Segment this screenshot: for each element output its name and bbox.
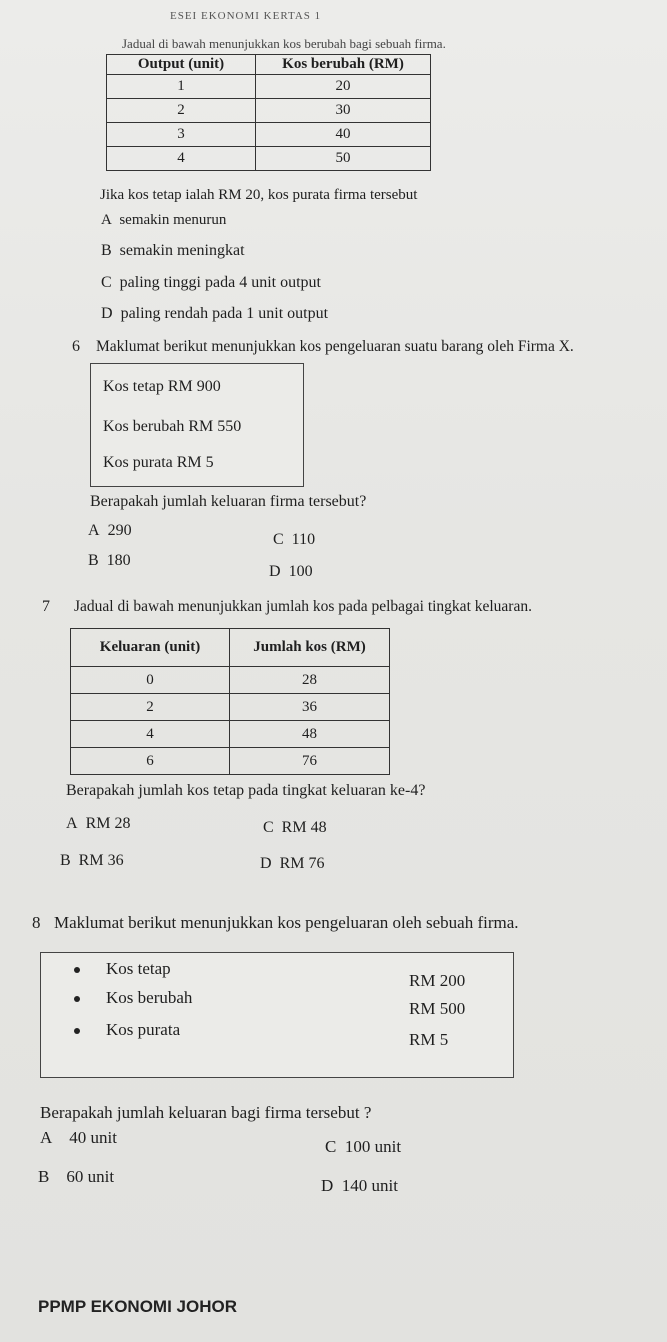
q5-option-a[interactable] xyxy=(101,212,226,229)
q7-option-d[interactable] xyxy=(260,855,324,873)
q7-option-c[interactable] xyxy=(263,819,327,837)
q5-table-header: Kos berubah (RM) xyxy=(256,55,431,75)
q7-table-header: Jumlah kos (RM) xyxy=(230,629,390,667)
q6-info-box xyxy=(90,363,304,487)
q6-option-c[interactable] xyxy=(273,531,315,549)
option-text: 100 xyxy=(288,563,313,580)
table-cell: 2 xyxy=(107,99,256,123)
option-text: RM 48 xyxy=(281,819,327,836)
table-cell: 76 xyxy=(230,748,390,775)
table-cell: 40 xyxy=(256,123,431,147)
option-letter: C xyxy=(325,1137,337,1156)
q8-option-a[interactable] xyxy=(40,1128,117,1148)
option-text: 100 unit xyxy=(344,1137,402,1156)
table-cell: 4 xyxy=(71,721,230,748)
option-letter: C xyxy=(101,274,112,291)
q7-stem: Jadual di bawah menunjukkan jumlah kos pada pelbagai tingkat keluaran. xyxy=(74,598,532,615)
table-cell: 20 xyxy=(256,75,431,99)
option-letter: D xyxy=(321,1176,334,1195)
option-text: RM 76 xyxy=(279,855,325,872)
option-letter: D xyxy=(101,305,113,322)
q6-fixed-cost: Kos tetap RM 900 xyxy=(103,378,221,395)
table-cell: 50 xyxy=(256,147,431,171)
option-text: semakin menurun xyxy=(119,212,227,228)
table-cell: 4 xyxy=(107,147,256,171)
q8-item-value: RM 200 xyxy=(409,971,466,990)
bullet-icon xyxy=(74,967,80,973)
q6-number: 6 xyxy=(72,338,80,355)
option-letter: C xyxy=(273,531,284,548)
option-letter: D xyxy=(260,855,272,872)
option-letter: B xyxy=(88,552,99,569)
option-text: RM 28 xyxy=(85,815,131,832)
table-cell: 30 xyxy=(256,99,431,123)
q6-option-b[interactable] xyxy=(88,552,131,570)
q5-intro: Jadual di bawah menunjukkan kos berubah bagi sebuah firma. xyxy=(122,36,446,51)
table-cell: 28 xyxy=(230,667,390,694)
q7-option-a[interactable] xyxy=(66,815,130,833)
bullet-icon xyxy=(74,1028,80,1034)
q5-option-c[interactable] xyxy=(101,274,321,292)
q6-average-cost: Kos purata RM 5 xyxy=(103,454,214,471)
q8-option-b[interactable] xyxy=(38,1167,114,1187)
option-text: 140 unit xyxy=(341,1176,398,1195)
q7-table xyxy=(70,628,390,775)
option-letter: D xyxy=(269,563,281,580)
q8-option-c[interactable] xyxy=(325,1137,401,1157)
q7-table-header: Keluaran (unit) xyxy=(71,629,230,667)
option-letter: C xyxy=(263,819,274,836)
q8-question: Berapakah jumlah keluaran bagi firma tersebut ? xyxy=(40,1103,372,1122)
table-cell: 3 xyxy=(107,123,256,147)
option-text: semakin meningkat xyxy=(119,242,245,259)
q8-number: 8 xyxy=(32,913,41,932)
option-letter: A xyxy=(40,1128,53,1147)
option-text: 180 xyxy=(106,552,131,569)
q5-table xyxy=(106,54,431,171)
option-text: 110 xyxy=(291,531,316,548)
q7-number: 7 xyxy=(42,598,50,615)
q8-item-label: Kos purata xyxy=(106,1020,181,1039)
q6-option-d[interactable] xyxy=(269,563,313,581)
q6-question: Berapakah jumlah keluaran firma tersebut? xyxy=(90,493,367,510)
q5-table-header: Output (unit) xyxy=(107,55,256,75)
table-cell: 0 xyxy=(71,667,230,694)
option-letter: A xyxy=(66,815,78,832)
option-letter: B xyxy=(60,852,71,869)
option-text: RM 36 xyxy=(78,852,124,869)
q8-item-value: RM 5 xyxy=(409,1030,449,1049)
q8-option-d[interactable] xyxy=(321,1176,398,1196)
option-text: paling tinggi pada 4 unit output xyxy=(119,274,321,291)
table-cell: 1 xyxy=(107,75,256,99)
table-cell: 2 xyxy=(71,694,230,721)
option-text: 60 unit xyxy=(66,1167,115,1186)
q8-info-box xyxy=(40,952,514,1078)
q7-question: Berapakah jumlah kos tetap pada tingkat keluaran ke-4? xyxy=(66,782,426,799)
q6-stem: Maklumat berikut menunjukkan kos pengeluaran suatu barang oleh Firma X. xyxy=(96,338,574,355)
q5-option-d[interactable] xyxy=(101,305,328,323)
q8-item-label: Kos tetap xyxy=(106,959,171,978)
q7-option-b[interactable] xyxy=(60,852,124,870)
option-text: 290 xyxy=(107,522,132,539)
table-cell: 6 xyxy=(71,748,230,775)
q8-item-value: RM 500 xyxy=(409,999,466,1018)
option-text: 40 unit xyxy=(69,1128,117,1147)
q6-option-a[interactable] xyxy=(88,522,132,540)
q8-stem: Maklumat berikut menunjukkan kos pengeluaran oleh sebuah firma. xyxy=(54,913,519,932)
paper-title: ESEI EKONOMI KERTAS 1 xyxy=(170,10,322,22)
table-cell: 48 xyxy=(230,721,390,748)
q5-stem: Jika kos tetap ialah RM 20, kos purata firma tersebut xyxy=(100,187,418,203)
option-letter: B xyxy=(38,1167,50,1186)
footer-label: PPMP EKONOMI JOHOR xyxy=(38,1297,237,1316)
q6-variable-cost: Kos berubah RM 550 xyxy=(103,418,242,435)
option-letter: A xyxy=(101,212,112,228)
table-cell: 36 xyxy=(230,694,390,721)
q8-item-label: Kos berubah xyxy=(106,988,193,1007)
q5-option-b[interactable] xyxy=(101,242,245,260)
option-text: paling rendah pada 1 unit output xyxy=(120,305,329,322)
option-letter: A xyxy=(88,522,100,539)
bullet-icon xyxy=(74,996,80,1002)
option-letter: B xyxy=(101,242,112,259)
